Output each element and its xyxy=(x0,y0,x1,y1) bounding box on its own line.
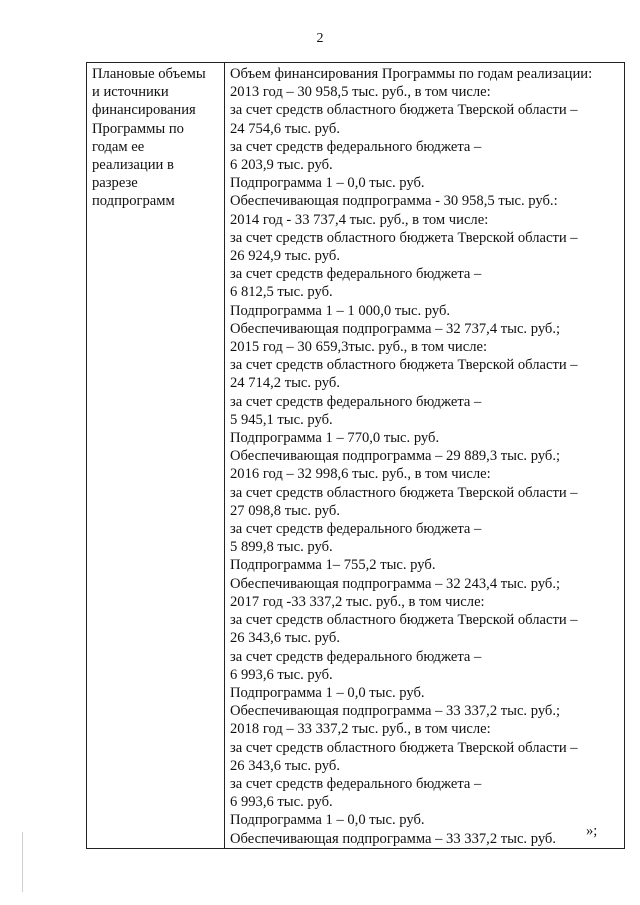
heading-text-line: финансирования xyxy=(92,102,196,119)
financing-text-line: за счет средств федерального бюджета – xyxy=(230,775,482,792)
financing-details-cell xyxy=(225,63,625,849)
heading-text-line: Плановые объемы xyxy=(92,66,206,82)
financing-text-line: за счет средств областного бюджета Тверской области – xyxy=(230,357,578,374)
financing-text-line: 2018 год – 33 337,2 тыс. руб., в том числе: xyxy=(230,721,491,738)
heading-text-line: и источники xyxy=(92,84,169,101)
financing-text-line: 5 945,1 тыс. руб. xyxy=(230,411,333,428)
heading-text-line: подпрограмм xyxy=(92,193,175,210)
financing-text-line: 5 899,8 тыс. руб. xyxy=(230,539,333,556)
financing-text-line: 26 343,6 тыс. руб. xyxy=(230,630,340,647)
financing-text-line: 24 754,6 тыс. руб. xyxy=(230,120,340,137)
row-heading-cell xyxy=(87,63,225,849)
financing-text-line: 26 343,6 тыс. руб. xyxy=(230,757,340,774)
financing-text-line: 2013 год – 30 958,5 тыс. руб., в том числе: xyxy=(230,84,491,101)
financing-text-line: 24 714,2 тыс. руб. xyxy=(230,375,340,392)
financing-text-line: за счет средств федерального бюджета – xyxy=(230,648,482,665)
heading-text-line: Программы по xyxy=(92,120,184,137)
financing-text-line: 6 993,6 тыс. руб. xyxy=(230,794,333,811)
heading-text-line: разрезе xyxy=(92,175,138,192)
financing-text-line: за счет средств областного бюджета Тверской области – xyxy=(230,484,578,501)
financing-text-line: за счет средств федерального бюджета – xyxy=(230,393,482,410)
financing-text-line: Обеспечивающая подпрограмма - 30 958,5 тыс. руб.: xyxy=(230,193,558,210)
financing-text-line: Объем финансирования Программы по годам реализации: xyxy=(230,66,593,82)
closing-quote-mark: »; xyxy=(586,823,598,839)
heading-text-line: реализации в xyxy=(92,157,174,174)
financing-text-line: 6 203,9 тыс. руб. xyxy=(230,157,333,174)
financing-text-line: 27 098,8 тыс. руб. xyxy=(230,502,340,519)
financing-table xyxy=(86,62,625,849)
heading-text-line: годам ее xyxy=(92,138,145,155)
financing-text-line: за счет средств областного бюджета Тверской области – xyxy=(230,229,578,246)
financing-text-line: за счет средств областного бюджета Тверской области – xyxy=(230,102,578,119)
financing-text-line: 2014 год - 33 737,4 тыс. руб., в том числе: xyxy=(230,211,489,228)
financing-text-line: Подпрограмма 1– 755,2 тыс. руб. xyxy=(230,557,436,574)
financing-text-line: Обеспечивающая подпрограмма – 29 889,3 тыс. руб.; xyxy=(230,448,561,465)
financing-text-line: 6 993,6 тыс. руб. xyxy=(230,666,333,683)
financing-text-line: 6 812,5 тыс. руб. xyxy=(230,284,333,301)
financing-text-line: за счет средств федерального бюджета – xyxy=(230,266,482,283)
financing-text-line: за счет средств областного бюджета Тверской области – xyxy=(230,612,578,629)
scan-margin-artifact xyxy=(22,832,23,892)
financing-text-line: 2015 год – 30 659,3тыс. руб., в том числе: xyxy=(230,339,488,356)
financing-text-line: за счет средств федерального бюджета – xyxy=(230,521,482,538)
financing-text-line: за счет средств федерального бюджета – xyxy=(230,138,482,155)
financing-text-line: 26 924,9 тыс. руб. xyxy=(230,248,340,265)
financing-text-line: Подпрограмма 1 – 0,0 тыс. руб. xyxy=(230,812,425,829)
financing-text-line: Подпрограмма 1 – 1 000,0 тыс. руб. xyxy=(230,302,451,319)
financing-text-line: Обеспечивающая подпрограмма – 33 337,2 тыс. руб.; xyxy=(230,703,561,720)
table-row xyxy=(87,63,625,849)
financing-text-line: Обеспечивающая подпрограмма – 33 337,2 тыс. руб. xyxy=(230,830,557,847)
financing-text-line: Обеспечивающая подпрограмма – 32 737,4 тыс. руб.; xyxy=(230,320,561,337)
financing-text-line: Подпрограмма 1 – 770,0 тыс. руб. xyxy=(230,430,440,447)
financing-text-line: Обеспечивающая подпрограмма – 32 243,4 тыс. руб.; xyxy=(230,575,561,592)
financing-text-line: 2016 год – 32 998,6 тыс. руб., в том числе: xyxy=(230,466,491,483)
financing-text-line: за счет средств областного бюджета Тверской области – xyxy=(230,739,578,756)
financing-text-line: Подпрограмма 1 – 0,0 тыс. руб. xyxy=(230,684,425,701)
financing-text-line: Подпрограмма 1 – 0,0 тыс. руб. xyxy=(230,175,425,192)
financing-text-line: 2017 год -33 337,2 тыс. руб., в том числе: xyxy=(230,593,485,610)
page-number: 2 xyxy=(316,31,324,46)
